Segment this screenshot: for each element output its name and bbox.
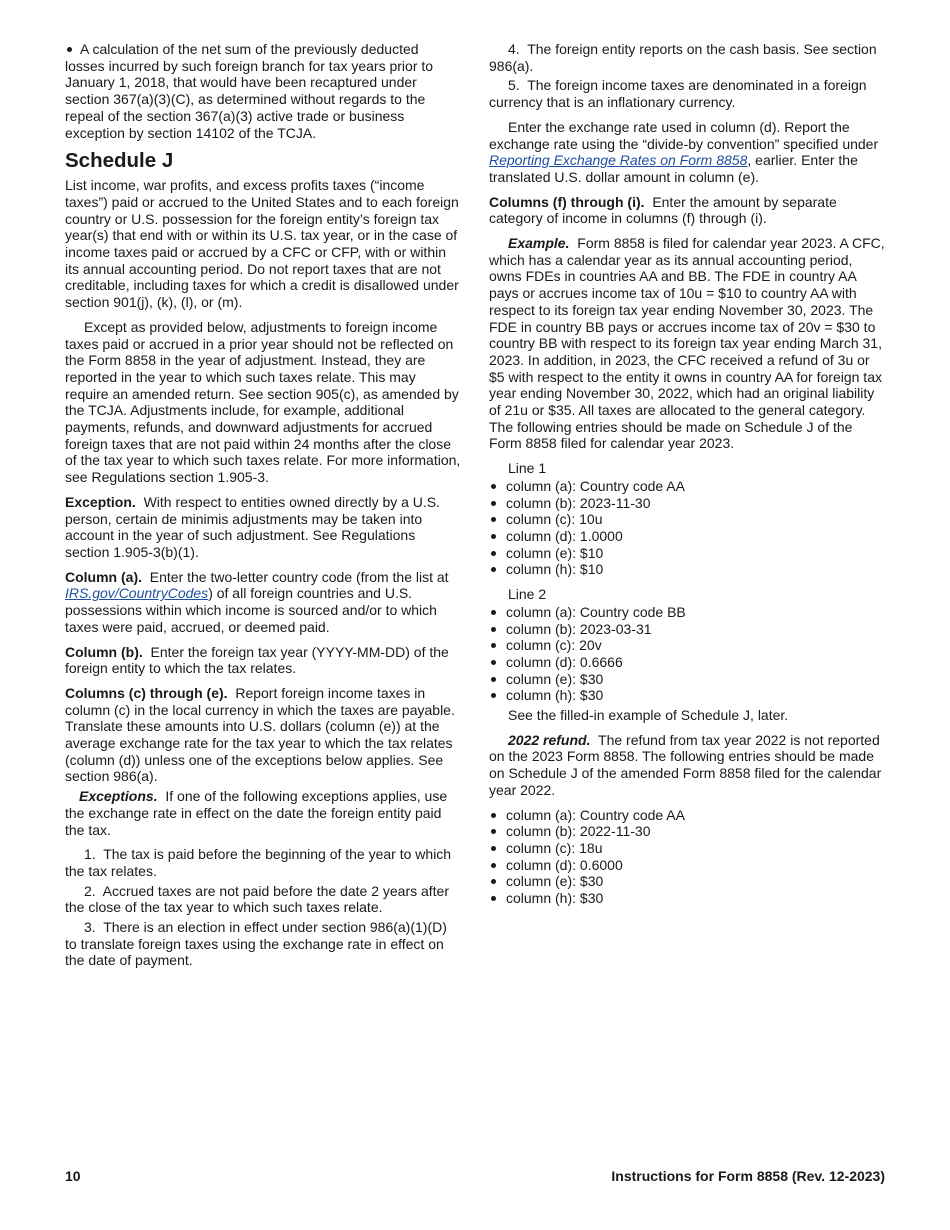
list-item: column (h): $30 — [489, 687, 885, 704]
list-item: column (h): $10 — [489, 561, 885, 578]
columns-c-e-paragraph: Columns (c) through (e). Report foreign income taxes in column (c) in the local currency in which the taxes are payable. Translate these amounts into U.S. dollars (column (e)) at the average exchange rate for the tax year to which the tax relates (column (d)) unless one of the exceptions below applies. See section 986(a). — [65, 684, 455, 785]
column-a-paragraph: Column (a). Enter the two-letter country code (from the list at IRS.gov/CountryCodes) of all foreign countries and U.S. possessions within which income is sourced and/or to which taxes were paid, accrued, or deemed paid. — [65, 568, 449, 635]
right-column — [489, 41, 885, 915]
schedule-j-paragraph-2: Except as provided below, adjustments to foreign income taxes paid or accrued in a prior year should not be reflected on the Form 8858 in the year of adjustment. Instead, they are reported in the year to which such taxes relate. This may require an amended return. See section 905(c), as amended by the TCJA. Adjustments include, for example, additional payments, refunds, and downward adjustments for accrued foreign taxes that are not paid within 24 months after the close of the tax year to which such taxes relate. For more information, see Regulations section 1.905-3. — [65, 318, 461, 486]
see-example-text: See the filled-in example of Schedule J, later. — [508, 707, 789, 724]
list-item: column (a): Country code AA — [489, 478, 885, 495]
refund-paragraph: 2022 refund. The refund from tax year 2022 is not reported on the 2023 Form 8858. The following entries should be made on Schedule J of the amended Form 8858 filed for the calendar year 2022. — [489, 731, 882, 798]
page-number: 10 — [65, 1168, 81, 1184]
columns-f-i-paragraph: Columns (f) through (i). Enter the amount by separate category of income in columns (f) through (i). — [489, 193, 837, 227]
exception-item-1: 1. The tax is paid before the beginning of the year to which the tax relates. — [65, 846, 455, 879]
bullet-icon — [67, 47, 72, 52]
list-item: column (c): 20v — [489, 637, 885, 654]
example-heading: Example. — [508, 235, 570, 252]
country-codes-link[interactable]: IRS.gov/CountryCodes — [65, 585, 209, 602]
exception-item-2: 2. Accrued taxes are not paid before the date 2 years after the close of the tax year to which such taxes relate. — [65, 882, 453, 916]
column-b-heading: Column (b). — [65, 643, 143, 660]
line-1-list — [489, 478, 885, 578]
list-item: column (a): Country code AA — [489, 807, 885, 824]
exchange-rate-paragraph: Enter the exchange rate used in column (d). Report the exchange rate using the “divide-by convention” specified under Reporting Exchange Rates on Form 8858, earlier. Enter the translated U.S. dollar amount in column (e). — [489, 118, 879, 185]
refund-list — [489, 807, 885, 907]
document-title: Instructions for Form 8858 (Rev. 12-2023) — [611, 1168, 885, 1184]
line-2-label: Line 2 — [508, 586, 547, 603]
list-item: column (c): 18u — [489, 840, 885, 857]
exception-item-3: 3. There is an election in effect under section 986(a)(1)(D) to translate foreign taxes using the exchange rate in effect on the date of payment. — [65, 919, 451, 969]
list-item: column (h): $30 — [489, 890, 885, 907]
exception-paragraph: Exception. With respect to entities owned directly by a U.S. person, certain de minimis adjustments may be taken into account in the year of such adjustment. See Regulations section 1.905-3(b)(1). — [65, 493, 441, 560]
section-heading: Schedule J — [65, 149, 174, 173]
intro-bullet-paragraph: A calculation of the net sum of the previously deducted losses incurred by such foreign branch for tax years prior to January 1, 2018, that would have been recaptured under section 367(a)(3)(C), as determined without regards to the repeal of the section 367(a)(3) active trade or business exception by section 14102 of the TCJA. — [65, 41, 434, 141]
list-item: column (a): Country code BB — [489, 604, 885, 621]
refund-heading: 2022 refund. — [508, 731, 591, 748]
list-item: column (d): 0.6666 — [489, 654, 885, 671]
reporting-exchange-rates-link[interactable]: Reporting Exchange Rates on Form 8858 — [489, 152, 748, 169]
exception-item-4: 4. The foreign entity reports on the cash basis. See section 986(a). — [489, 41, 881, 74]
column-b-paragraph: Column (b). Enter the foreign tax year (YYYY-MM-DD) of the foreign entity to which the tax relates. — [65, 643, 449, 677]
list-item: column (b): 2023-03-31 — [489, 621, 885, 638]
list-item: column (e): $30 — [489, 873, 885, 890]
list-item: column (d): 0.6000 — [489, 857, 885, 874]
list-item: column (e): $30 — [489, 671, 885, 688]
left-column — [65, 41, 461, 972]
list-item: column (e): $10 — [489, 545, 885, 562]
exception-item-5: 5. The foreign income taxes are denominated in a foreign currency that is an inflationary currency. — [489, 77, 871, 111]
columns-c-e-heading: Columns (c) through (e). — [65, 684, 228, 701]
exception-heading: Exception. — [65, 493, 136, 510]
line-2-list — [489, 604, 885, 704]
list-item: column (d): 1.0000 — [489, 528, 885, 545]
schedule-j-paragraph-1: List income, war profits, and excess profits taxes (“income taxes”) paid or accrued to the United States and to each foreign country or U.S. possession for the foreign entity’s foreign tax year(s) that end with or within its U.S. tax year, or in the case of income taxes paid or accrued by a CFC or CFP, with or within its annual accounting period. Do not report taxes that are not creditable, including taxes for which a credit is disallowed under section 901(j), (k), (l), or (m). — [65, 177, 459, 311]
list-item: column (c): 10u — [489, 511, 885, 528]
list-item: column (b): 2023-11-30 — [489, 495, 885, 512]
exceptions-heading: Exceptions. — [79, 788, 158, 805]
line-1-label: Line 1 — [508, 460, 547, 477]
column-a-heading: Column (a). — [65, 568, 142, 585]
list-item: column (b): 2022-11-30 — [489, 823, 885, 840]
columns-f-i-heading: Columns (f) through (i). — [489, 193, 645, 210]
exceptions-paragraph: Exceptions. If one of the following exceptions applies, use the exchange rate in effect on the date the foreign entity paid the tax. — [65, 788, 448, 838]
example-paragraph: Example. Form 8858 is filed for calendar year 2023. A CFC, which has a calendar year as its annual accounting period, owns FDEs in countries AA and BB. The FDE in country AA pays or accrues income tax of 10u = $10 to country AA with respect to its foreign tax year ending November 30, 2023. The FDE in country BB pays or accrues income tax of 20v = $30 to country BB with respect to its foreign tax year ending March 31, 2023. In addition, in 2023, the CFC received a refund of 3u or $5 with respect to the entity it owns in country AA for foreign tax year ending November 30, 2022, which had an original liability of 21u or $35. All taxes are allocated to the general category. The following entries should be made on Schedule J of the Form 8858 filed for calendar year 2023. — [489, 235, 885, 452]
